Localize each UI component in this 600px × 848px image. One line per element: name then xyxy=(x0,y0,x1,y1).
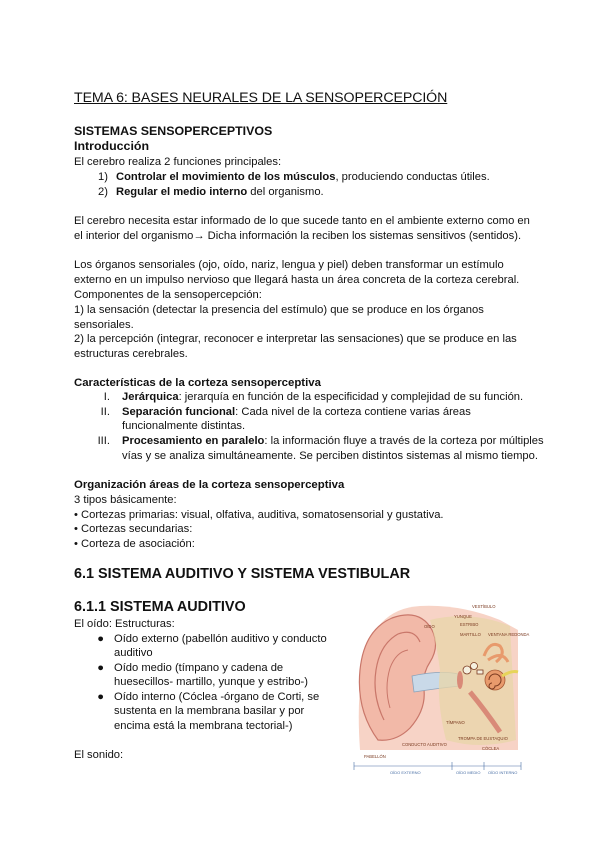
paragraph-line: el interior del organismo→ Dicha información la reciben los sistemas sensitivos (sentidos). xyxy=(74,230,522,242)
bullet-icon: ● xyxy=(97,633,104,645)
roman-number: III. xyxy=(97,435,110,447)
paragraph-line: Los órganos sensoriales (ojo, oído, nariz, lengua y piel) deben transformar un estímulo xyxy=(74,259,504,271)
caracteristica-item-2 xyxy=(74,405,471,420)
bullet-text: Oído interno (Cóclea -órgano de Corti, se xyxy=(114,691,320,703)
oido-bullet-3 xyxy=(74,690,319,705)
label-oido-externo: OÍDO EXTERNO xyxy=(390,770,421,775)
caracteristica-item-3 xyxy=(74,434,544,449)
label-trompa: TROMPA DE EUSTAQUIO xyxy=(458,736,508,741)
paragraph-line: estructuras cerebrales. xyxy=(74,348,188,360)
organizacion-heading: Organización áreas de la corteza sensoperceptiva xyxy=(74,479,345,491)
label-coclea: CÓCLEA xyxy=(482,746,500,751)
oido-bullet-3-cont: sustenta en la membrana basilar y por xyxy=(114,705,305,717)
label-martillo: MARTILLO xyxy=(460,632,481,637)
oido-bullet-1-cont: auditivo xyxy=(114,647,153,659)
label-ventana: VENTANA REDONDA xyxy=(488,632,530,637)
bullet-text: Oído externo (pabellón auditivo y conducto xyxy=(114,633,327,645)
roman-number: II. xyxy=(100,406,110,418)
function-bold: Regular el medio interno xyxy=(116,186,248,198)
bullet-icon: ● xyxy=(97,662,104,674)
roman-number: I. xyxy=(103,391,110,403)
paragraph-line: Componentes de la sensopercepción: xyxy=(74,289,262,301)
incus-shape xyxy=(471,663,478,670)
item-bold: Jerárquica xyxy=(122,391,179,403)
oido-bullet-2-cont: huesecillos- martillo, yunque y estribo-) xyxy=(114,676,308,688)
caracteristica-item-1 xyxy=(74,390,523,405)
caracteristicas-heading: Características de la corteza sensoperceptiva xyxy=(74,377,321,389)
function-rest: del organismo. xyxy=(247,186,324,198)
label-oido-medio: OÍDO MEDIO xyxy=(456,770,481,775)
section-heading-6-1: 6.1 SISTEMA AUDITIVO Y SISTEMA VESTIBULAR xyxy=(74,566,411,582)
eardrum-shape xyxy=(457,671,463,689)
label-estribo: ESTRIBO xyxy=(460,622,479,627)
oido-bullet-1 xyxy=(74,632,327,647)
ear-anatomy-illustration xyxy=(350,600,530,778)
function-number: 2) xyxy=(98,186,108,198)
label-vestibulo: VESTÍBULO xyxy=(472,604,496,609)
oido-bullet-2 xyxy=(74,661,283,676)
item-text: : jerarquía en función de la especificidad y complejidad de su función. xyxy=(178,391,524,403)
paragraph-line: sensoriales. xyxy=(74,319,134,331)
paragraph-line: 2) la percepción (integrar, reconocer e interpretar las sensaciones) que se produce en las xyxy=(74,333,517,345)
label-pabellon: PABELLÓN xyxy=(364,754,386,759)
item-text: : la información fluye a través de la corteza por múltiples xyxy=(264,435,544,447)
label-oido: OÍDO xyxy=(424,624,435,629)
stapes-shape xyxy=(477,670,483,674)
organizacion-item: • Cortezas primarias: visual, olfativa, auditiva, somatosensorial y gustativa. xyxy=(74,509,444,521)
paragraph-line: 1) la sensación (detectar la presencia del estímulo) que se produce en los órganos xyxy=(74,304,484,316)
function-rest: , produciendo conductas útiles. xyxy=(335,171,490,183)
paragraph-line: externo en un impulso nervioso que llegará hasta un área concreta de la corteza cerebral. xyxy=(74,274,520,286)
organizacion-item: • Corteza de asociación: xyxy=(74,538,195,550)
page-title: TEMA 6: BASES NEURALES DE LA SENSOPERCEPCIÓN xyxy=(74,90,448,106)
ear-anatomy-figure xyxy=(350,600,530,778)
function-bold: Controlar el movimiento de los músculos xyxy=(116,171,336,183)
function-number: 1) xyxy=(98,171,108,183)
item-bold: Procesamiento en paralelo xyxy=(122,435,265,447)
bullet-text: Oído medio (tímpano y cadena de xyxy=(114,662,284,674)
item-text: : Cada nivel de la corteza contiene varias áreas xyxy=(235,406,471,418)
function-item-1 xyxy=(74,170,490,185)
oido-bullet-3-cont2: encima está la membrana tectorial-) xyxy=(114,720,293,732)
oido-intro: El oído: Estructuras: xyxy=(74,618,175,630)
label-oido-interno: OÍDO INTERNO xyxy=(488,770,518,775)
subsection-heading-6-1-1: 6.1.1 SISTEMA AUDITIVO xyxy=(74,599,246,615)
bullet-icon: ● xyxy=(97,691,104,703)
caracteristica-item-2-cont: funcionalmente distintas. xyxy=(122,420,246,432)
caracteristica-item-3-cont: vías y se analiza simultáneamente. Se perciben distintos sistemas al mismo tiempo. xyxy=(122,450,538,462)
item-bold: Separación funcional xyxy=(122,406,236,418)
paragraph-line: El cerebro necesita estar informado de lo que sucede tanto en el ambiente externo como en xyxy=(74,215,530,227)
label-yunque: YUNQUE xyxy=(454,614,472,619)
function-item-2 xyxy=(74,185,324,200)
intro-text: El cerebro realiza 2 funciones principales: xyxy=(74,156,282,168)
organizacion-intro: 3 tipos básicamente: xyxy=(74,494,177,506)
label-conducto: CONDUCTO AUDITIVO xyxy=(402,742,447,747)
sonido-label: El sonido: xyxy=(74,749,124,761)
subheading-introduccion: Introducción xyxy=(74,139,150,153)
section-heading-sistemas: SISTEMAS SENSOPERCEPTIVOS xyxy=(74,124,273,138)
label-timpano: TÍMPANO xyxy=(446,720,465,725)
malleus-shape xyxy=(463,666,471,674)
organizacion-item: • Cortezas secundarias: xyxy=(74,523,193,535)
